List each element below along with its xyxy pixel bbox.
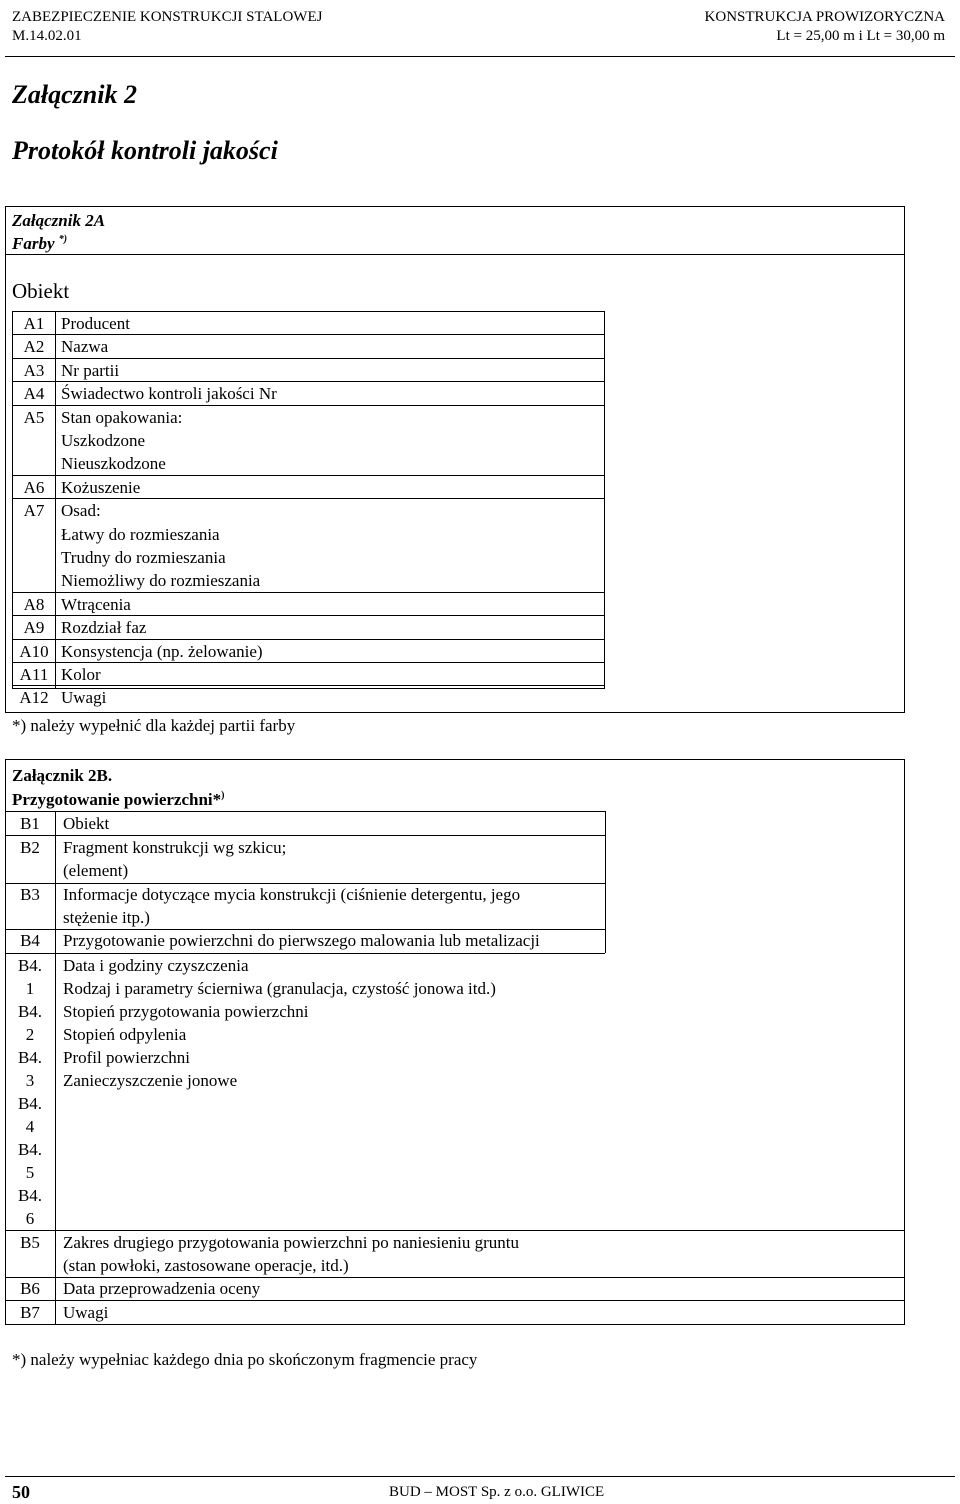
b6-code: B6 [20, 1279, 40, 1298]
a-row-label: Kożuszenie [61, 477, 141, 497]
b4-sub-code: B4. [17, 1140, 43, 1159]
a-row-label: Łatwy do rozmieszania [61, 524, 220, 544]
b4-sub-code: 4 [25, 1117, 35, 1136]
a-row-label: Producent [61, 314, 130, 333]
b5-line1: Zakres drugiego przygotowania powierzchni po naniesieniu gruntu [63, 1233, 520, 1252]
b4-sub-code: 1 [25, 979, 35, 998]
a-row-label: Uwagi [61, 688, 107, 708]
a-row-code: A6 [23, 477, 45, 497]
b3-code: B3 [20, 885, 40, 904]
b7-label: Uwagi [63, 1303, 109, 1322]
b2-line1: Fragment konstrukcji wg szkicu; [63, 838, 287, 857]
a-row-code: A2 [23, 337, 45, 357]
a-row-label: Stan opakowania: [61, 407, 183, 427]
a-row-divider [12, 498, 605, 499]
a-row-code: A12 [19, 688, 49, 708]
a-row-label: Niemożliwy do rozmieszania [61, 571, 261, 591]
page-number: 50 [12, 1482, 30, 1502]
header-left-line2: M.14.02.01 [12, 28, 82, 44]
a-row-code: A10 [19, 641, 49, 661]
b1-code: B1 [20, 814, 40, 833]
b5-line2: (stan powłoki, zastosowane operacje, itd.) [63, 1256, 349, 1275]
page-title: Załącznik 2 [12, 80, 137, 109]
header-divider [5, 56, 955, 57]
a-row-label: Osad: [61, 501, 101, 521]
section-b-row-line-8 [5, 1300, 905, 1301]
b4-sub-code: 6 [25, 1209, 35, 1228]
a-row-label: Nieuszkodzone [61, 454, 166, 474]
a-row-code: A11 [19, 665, 49, 684]
a-row-code: A7 [23, 501, 45, 521]
header-right-line1: KONSTRUKCJA PROWIZORYCZNA [704, 9, 945, 25]
b4-sub-code: B4. [17, 1002, 43, 1021]
footer-company: BUD – MOST Sp. z o.o. GLIWICE [389, 1484, 605, 1500]
section-b-subtitle-text: Przygotowanie powierzchni* [12, 790, 222, 809]
a-row-code: A3 [23, 360, 45, 380]
footer-divider [5, 1476, 955, 1477]
b6-label: Data przeprowadzenia oceny [63, 1279, 261, 1298]
a-row-label: Kolor [61, 665, 101, 684]
a-row-code: A9 [23, 618, 45, 638]
b4-code: B4 [20, 931, 40, 950]
header-left [12, 8, 322, 46]
section-a-subtitle-text: Farby [12, 234, 55, 253]
a-row-label: Wtrącenia [61, 594, 131, 614]
a-row-label: Rozdział faz [61, 618, 147, 638]
b3-line1: Informacje dotyczące mycia konstrukcji (ciśnienie detergentu, jego [63, 885, 521, 904]
b4-sub-label: Zanieczyszczenie jonowe [63, 1071, 238, 1090]
a-row-label: Świadectwo kontroli jakości Nr [61, 384, 277, 404]
section-b-code-divider [55, 811, 56, 1324]
section-b-subtitle-sup: ) [221, 790, 225, 801]
header-left-line1: ZABEZPIECZENIE KONSTRUKCJI STALOWEJ [12, 9, 323, 25]
header-right [705, 8, 945, 46]
section-a-object-label: Obiekt [12, 279, 70, 303]
b4-sub-code: 2 [25, 1025, 35, 1044]
b4-sub-label: Rodzaj i parametry ścierniwa (granulacja, czystość jonowa itd.) [63, 979, 496, 998]
b4-sub-code: B4. [17, 956, 43, 975]
b4-sub-label: Data i godziny czyszczenia [63, 956, 249, 975]
page-subtitle: Protokół kontroli jakości [12, 136, 278, 165]
a-row-label: Konsystencja (np. żelowanie) [61, 641, 263, 661]
a-row-code: A4 [23, 384, 45, 404]
section-b-note: *) należy wypełniac każdego dnia po skończonym fragmencie pracy [12, 1350, 478, 1369]
header-right-line2: Lt = 25,00 m i Lt = 30,00 m [776, 28, 945, 44]
b4-sub-code: B4. [17, 1094, 43, 1113]
b4-sub-label: Stopień odpylenia [63, 1025, 187, 1044]
b4-sub-label: Profil powierzchni [63, 1048, 190, 1067]
b7-code: B7 [20, 1303, 40, 1322]
section-a-subtitle-sup: *) [58, 234, 68, 245]
a-row-label: Nazwa [61, 337, 109, 357]
b5-code: B5 [20, 1233, 40, 1252]
b4-sub-code: B4. [17, 1048, 43, 1067]
a-row-label: Nr partii [61, 360, 120, 380]
section-a-title: Załącznik 2A [12, 211, 106, 230]
b4-sub-code: 5 [25, 1163, 35, 1182]
a-row-label: Trudny do rozmieszania [61, 548, 226, 567]
a-row-divider [12, 662, 605, 663]
a-row-code: A8 [23, 594, 45, 614]
b3-line2: stężenie itp.) [63, 908, 150, 927]
section-a-note: *) należy wypełnić dla każdej partii farby [12, 716, 296, 735]
b2-line2: (element) [63, 861, 129, 880]
b4-sub-label: Stopień przygotowania powierzchni [63, 1002, 309, 1021]
section-b-subtitle [12, 788, 225, 811]
section-b-right-divider-top [605, 811, 606, 953]
section-a-title-divider [5, 254, 905, 255]
a-row-label: Uszkodzone [61, 431, 146, 450]
a-row-code: A5 [23, 407, 45, 427]
b4-sub-code: B4. [17, 1186, 43, 1205]
section-a-subtitle [12, 232, 67, 255]
b1-label: Obiekt [63, 814, 110, 833]
b4-sub-code: 3 [25, 1071, 35, 1090]
section-b-title: Załącznik 2B. [12, 766, 113, 785]
a-row-code: A1 [23, 314, 45, 333]
b4-label: Przygotowanie powierzchni do pierwszego malowania lub metalizacji [63, 931, 540, 950]
b2-code: B2 [20, 838, 40, 857]
